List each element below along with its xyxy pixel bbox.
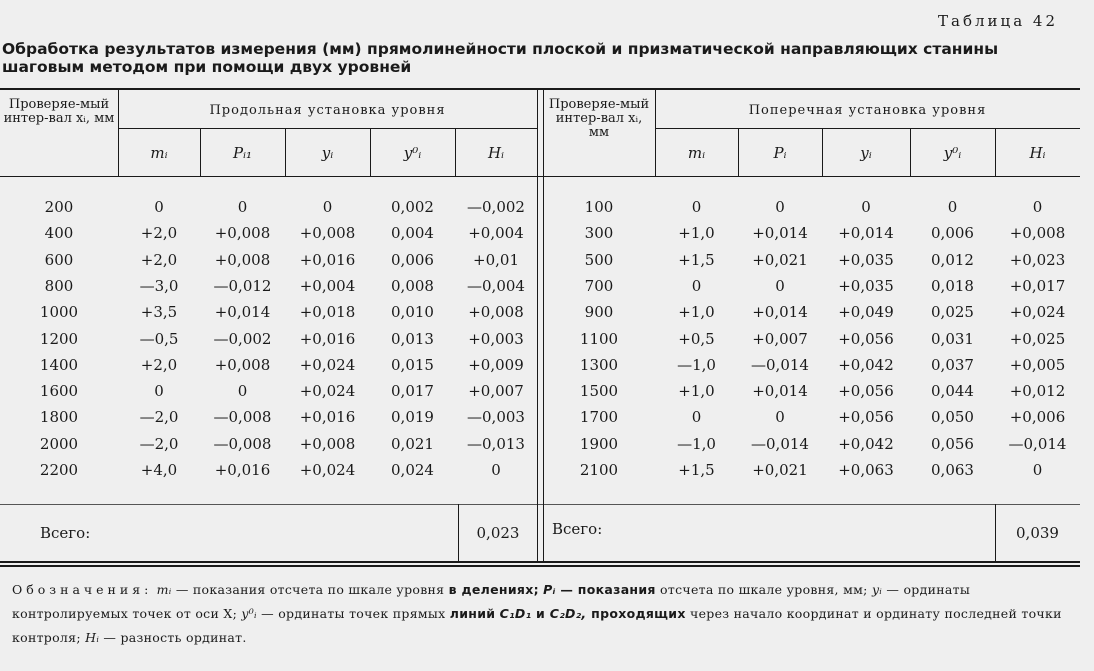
cell-y-left: +0,016 <box>299 329 356 348</box>
col-divider <box>655 90 656 176</box>
cell-y0-left: 0,013 <box>391 329 434 348</box>
total-label-right: Всего: <box>552 520 603 538</box>
cell-interval-left: 2200 <box>39 461 79 479</box>
cell-interval-right: 1100 <box>579 329 619 348</box>
cell-interval-right: 700 <box>584 276 614 295</box>
header-group-transverse: Поперечная установка уровня <box>748 103 987 118</box>
cell-interval-left: 1800 <box>39 408 79 427</box>
cell-y0-right: 0,006 <box>931 224 974 243</box>
cell-p-left: 0 <box>237 382 248 401</box>
cell-h-right: 0 <box>1032 198 1043 216</box>
header-col-p-right: Pᵢ <box>773 144 787 162</box>
legend-mi-text: — показания отсчета по шкале уровня <box>171 582 449 597</box>
legend-pi-rest: отсчета по шкале уровня, мм; <box>655 582 872 597</box>
cell-m-right: 0 <box>691 198 702 216</box>
cell-h-left: +0,009 <box>468 355 524 374</box>
cell-interval-right: 100 <box>584 198 614 216</box>
cell-h-right: +0,025 <box>1009 329 1066 348</box>
cell-interval-left: 600 <box>44 250 74 269</box>
cell-m-left: +3,5 <box>140 303 178 322</box>
cell-y-left: +0,024 <box>299 382 356 401</box>
cell-m-left: +2,0 <box>140 224 178 243</box>
cell-p-left: —0,008 <box>213 434 272 453</box>
cell-p-right: 0 <box>775 408 785 427</box>
header-col-p-left: Pᵢ₁ <box>232 144 253 162</box>
cell-y-right: +0,063 <box>838 461 894 479</box>
table-caption: Обработка результатов измерения (мм) прямолинейности плоской и призматической направляющих станины шаговым методом при помощи двух уровней <box>2 40 999 76</box>
cell-p-left: +0,016 <box>214 461 271 479</box>
cell-interval-left: 800 <box>44 276 74 295</box>
cell-h-right: +0,023 <box>1009 250 1066 269</box>
total-value-right: 0,039 <box>1016 524 1059 542</box>
cell-interval-left: 1600 <box>39 382 79 401</box>
cell-y-left: +0,024 <box>299 355 356 374</box>
legend-y0-text: — ординаты точек прямых <box>256 606 450 621</box>
cell-p-right: +0,014 <box>752 224 808 243</box>
cell-y0-left: 0,010 <box>391 303 434 322</box>
cell-y0-right: 0,031 <box>931 329 974 348</box>
cell-h-right: +0,008 <box>1009 224 1066 243</box>
cell-m-right: —1,0 <box>677 355 716 374</box>
cell-y-left: +0,016 <box>299 408 356 427</box>
cell-interval-left: 1200 <box>39 329 79 348</box>
cell-interval-right: 900 <box>584 303 614 322</box>
cell-h-right: +0,024 <box>1009 303 1066 322</box>
cell-p-right: +0,014 <box>752 303 808 322</box>
cell-p-right: —0,014 <box>751 434 809 453</box>
cell-h-left: +0,003 <box>468 329 524 348</box>
cell-p-left: —0,008 <box>213 408 272 427</box>
cell-m-right: +1,0 <box>678 224 715 243</box>
cell-p-left: +0,008 <box>214 355 271 374</box>
cell-y0-right: 0,056 <box>931 434 974 453</box>
legend-through-rest: через начало координат и ординату последней точки контроля; <box>12 606 1062 645</box>
cell-p-left: 0 <box>237 198 248 216</box>
legend-mi: mᵢ <box>156 582 172 597</box>
legend-mi-bold: в делениях; <box>448 582 539 597</box>
cell-y-right: +0,042 <box>838 355 894 374</box>
legend-pi: Pᵢ <box>543 582 556 597</box>
cell-m-right: 0 <box>691 408 702 427</box>
table-bottom-rule-2 <box>0 565 1080 567</box>
header-subrule-left <box>118 128 538 129</box>
cell-interval-left: 400 <box>44 224 74 243</box>
cell-h-left: —0,013 <box>467 434 525 453</box>
cell-p-right: 0 <box>775 276 785 295</box>
cell-interval-left: 1400 <box>39 355 79 374</box>
cell-p-left: —0,002 <box>213 329 272 348</box>
legend-hi-text: — разность ординат. <box>99 630 247 645</box>
cell-m-left: 0 <box>154 198 164 216</box>
cell-interval-right: 1700 <box>579 408 619 427</box>
cell-m-right: +1,5 <box>678 250 715 269</box>
cell-y-left: 0 <box>322 198 333 216</box>
cell-m-left: —2,0 <box>139 408 179 427</box>
cell-h-right: +0,006 <box>1009 408 1066 427</box>
cell-y0-left: 0,008 <box>391 276 434 295</box>
legend-lines: линий <box>449 606 496 621</box>
cell-m-left: —0,5 <box>139 329 179 348</box>
cell-y0-right: 0,050 <box>931 408 974 427</box>
col-divider <box>118 90 119 176</box>
cell-y0-left: 0,024 <box>391 461 434 479</box>
cell-interval-right: 1300 <box>579 355 619 374</box>
cell-m-left: +4,0 <box>140 461 178 479</box>
cell-h-left: +0,01 <box>473 250 519 269</box>
cell-interval-right: 1900 <box>579 434 619 453</box>
cell-h-right: —0,014 <box>1008 434 1067 453</box>
cell-p-right: +0,021 <box>752 250 808 269</box>
cell-y0-right: 0,018 <box>931 276 974 295</box>
cell-y-left: +0,008 <box>299 434 356 453</box>
cell-y0-left: 0,006 <box>391 250 434 269</box>
cell-y-right: +0,056 <box>838 382 894 401</box>
cell-p-left: +0,008 <box>214 250 271 269</box>
section-divider <box>537 90 544 561</box>
cell-h-right: +0,005 <box>1009 355 1066 374</box>
header-col-m-left: mᵢ <box>150 144 168 162</box>
cell-y0-left: 0,015 <box>391 355 434 374</box>
cell-interval-left: 200 <box>44 198 74 216</box>
cell-m-right: +1,0 <box>678 382 715 401</box>
cell-y0-left: 0,017 <box>391 382 434 401</box>
cell-y0-left: 0,004 <box>391 224 434 243</box>
cell-y-left: +0,004 <box>299 276 356 295</box>
cell-y-left: +0,018 <box>299 303 356 322</box>
cell-y-right: +0,035 <box>838 250 894 269</box>
cell-interval-left: 2000 <box>39 434 79 453</box>
legend-c1d1: C₁D₁ <box>499 606 532 621</box>
cell-interval-right: 300 <box>584 224 614 243</box>
legend-title: Обозначения: <box>12 582 153 597</box>
cell-m-left: +2,0 <box>140 250 178 269</box>
cell-h-left: +0,008 <box>468 303 524 322</box>
cell-interval-right: 500 <box>584 250 614 269</box>
cell-y-right: +0,056 <box>838 329 894 348</box>
cell-y-left: +0,016 <box>299 250 356 269</box>
cell-y-right: +0,035 <box>838 276 894 295</box>
cell-y-right: +0,014 <box>838 224 894 243</box>
cell-y0-left: 0,002 <box>391 198 434 216</box>
cell-m-left: —3,0 <box>139 276 179 295</box>
header-col-h-right: Hᵢ <box>1029 144 1046 162</box>
cell-y0-left: 0,019 <box>391 408 434 427</box>
cell-m-right: +1,5 <box>678 461 715 479</box>
cell-m-left: +2,0 <box>140 355 178 374</box>
legend-and: и <box>531 606 550 621</box>
cell-m-right: 0 <box>691 276 702 295</box>
cell-p-right: +0,014 <box>752 382 808 401</box>
legend <box>12 578 1082 650</box>
cell-m-right: +0,5 <box>678 329 715 348</box>
cell-h-right: +0,012 <box>1009 382 1066 401</box>
cell-h-left: —0,003 <box>467 408 525 427</box>
header-col-y-right: yᵢ <box>860 144 872 162</box>
header-interval-left: Проверяе-мый интер-вал xᵢ, мм <box>3 97 115 126</box>
cell-p-left: —0,012 <box>213 276 272 295</box>
header-subrule-right <box>655 128 1080 129</box>
cell-y-left: +0,024 <box>299 461 356 479</box>
cell-interval-right: 1500 <box>579 382 619 401</box>
cell-interval-left: 1000 <box>39 303 79 322</box>
cell-y0-right: 0,025 <box>931 303 974 322</box>
cell-p-right: +0,007 <box>752 329 808 348</box>
cell-y-right: +0,056 <box>838 408 894 427</box>
legend-pi-text: — показания <box>555 582 656 597</box>
legend-yi-text: — ординаты контролируемых точек от оси X; <box>12 582 971 621</box>
header-col-y0-left: y⁰ᵢ <box>403 144 422 162</box>
cell-h-left: 0 <box>491 461 501 479</box>
total-label-left: Всего: <box>40 524 91 542</box>
header-col-y0-right: y⁰ᵢ <box>943 144 962 162</box>
legend-yi: yᵢ <box>871 582 883 597</box>
cell-m-left: 0 <box>154 382 164 401</box>
cell-p-left: +0,008 <box>214 224 271 243</box>
cell-p-right: +0,021 <box>752 461 808 479</box>
cell-y0-right: 0,044 <box>931 382 974 401</box>
header-group-longitudinal: Продольная установка уровня <box>209 103 446 118</box>
cell-y0-right: 0,063 <box>931 461 974 479</box>
cell-h-right: +0,017 <box>1009 276 1066 295</box>
legend-hi: Hᵢ <box>85 630 100 645</box>
cell-m-right: —1,0 <box>677 434 716 453</box>
cell-p-right: 0 <box>775 198 785 216</box>
legend-through: проходящих <box>586 606 686 621</box>
legend-c2d2: C₂D₂, <box>549 606 587 621</box>
cell-y0-left: 0,021 <box>391 434 434 453</box>
cell-interval-right: 2100 <box>579 461 619 479</box>
header-col-y-left: yᵢ <box>321 144 334 162</box>
cell-y-left: +0,008 <box>299 224 356 243</box>
header-interval-right: Проверяе-мый интер-вал xᵢ, мм <box>548 97 650 140</box>
table-bottom-rule <box>0 561 1080 563</box>
cell-y0-right: 0,037 <box>931 355 974 374</box>
header-col-m-right: mᵢ <box>687 144 706 162</box>
cell-h-left: +0,007 <box>468 382 524 401</box>
cell-h-left: —0,004 <box>467 276 525 295</box>
cell-h-left: —0,002 <box>467 198 525 216</box>
table-number: Таблица 42 <box>938 12 1058 30</box>
cell-h-right: 0 <box>1032 461 1043 479</box>
cell-p-right: —0,014 <box>751 355 809 374</box>
cell-m-left: —2,0 <box>139 434 179 453</box>
header-col-h-left: Hᵢ <box>487 144 505 162</box>
cell-h-left: +0,004 <box>468 224 524 243</box>
cell-p-left: +0,014 <box>214 303 271 322</box>
cell-m-right: +1,0 <box>678 303 715 322</box>
cell-y0-right: 0,012 <box>931 250 974 269</box>
cell-y0-right: 0 <box>947 198 958 216</box>
total-value-left: 0,023 <box>476 524 520 542</box>
cell-y-right: +0,049 <box>838 303 894 322</box>
cell-y-right: 0 <box>861 198 871 216</box>
legend-y0: y⁰ᵢ <box>241 606 257 621</box>
cell-y-right: +0,042 <box>838 434 894 453</box>
